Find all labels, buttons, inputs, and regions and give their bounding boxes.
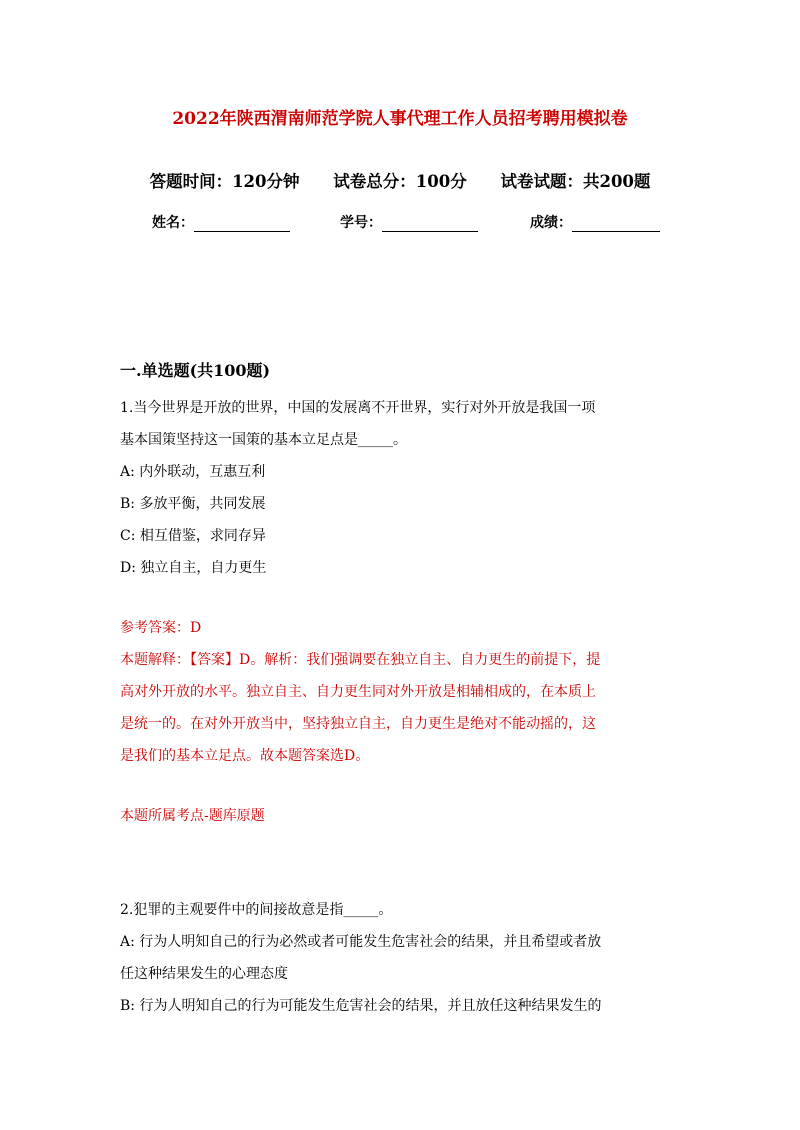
- name-field: [152, 212, 290, 232]
- question-1-explanation: [120, 644, 680, 772]
- name-blank: [194, 215, 290, 232]
- exam-meta: [0, 168, 800, 192]
- student-id-field: [340, 212, 478, 232]
- question-1: [120, 392, 680, 584]
- question-1-option-b: B: 多放平衡，共同发展: [120, 496, 266, 512]
- exam-time: 答题时间：120分钟: [149, 172, 300, 191]
- score-blank: [572, 215, 660, 232]
- question-2-option-a: A: 行为人明知自己的行为必然或者可能发生危害社会的结果，并且希望或者放: [120, 934, 602, 950]
- student-id-label: 学号：: [340, 215, 382, 231]
- question-1-option-c: C: 相互借鉴，求同存异: [120, 528, 266, 544]
- score-field: [530, 212, 660, 232]
- question-1-option-a: A: 内外联动，互惠互利: [120, 464, 266, 480]
- question-2-option-b: B: 行为人明知自己的行为可能发生危害社会的结果，并且放任这种结果发生的: [120, 998, 602, 1014]
- question-2-text: 2.犯罪的主观要件中的间接故意是指_____。: [120, 902, 393, 918]
- student-id-blank: [382, 215, 478, 232]
- page-title: 2022年陕西渭南师范学院人事代理工作人员招考聘用模拟卷: [172, 109, 628, 129]
- question-1-text-line-1: 1.当今世界是开放的世界，中国的发展离不开世界，实行对外开放是我国一项: [120, 400, 596, 416]
- explanation-line: 本题解释：【答案】D。解析：我们强调要在独立自主、自力更生的前提下，提: [120, 652, 601, 668]
- exam-question-count: 试卷试题：共200题: [500, 172, 651, 191]
- exam-total-score: 试卷总分：100分: [333, 172, 467, 191]
- question-2: [120, 894, 680, 1022]
- question-1-answer: 参考答案：D: [120, 620, 202, 636]
- explanation-line: 高对外开放的水平。独立自主、自力更生同对外开放是相辅相成的，在本质上: [120, 684, 596, 700]
- section-title: 一.单选题(共100题): [120, 361, 271, 380]
- question-1-text-line-2: 基本国策坚持这一国策的基本立足点是_____。: [120, 432, 407, 448]
- question-2-option-a-cont: 任这种结果发生的心理态度: [120, 966, 288, 982]
- question-1-knowledge-point: 本题所属考点-题库原题: [120, 808, 265, 824]
- explanation-line: 是我们的基本立足点。故本题答案选D。: [120, 748, 370, 764]
- score-label: 成绩：: [530, 215, 572, 231]
- question-1-option-d: D: 独立自主，自力更生: [120, 560, 267, 576]
- explanation-line: 是统一的。在对外开放当中，坚持独立自主，自力更生是绝对不能动摇的，这: [120, 716, 596, 732]
- name-label: 姓名：: [152, 215, 194, 231]
